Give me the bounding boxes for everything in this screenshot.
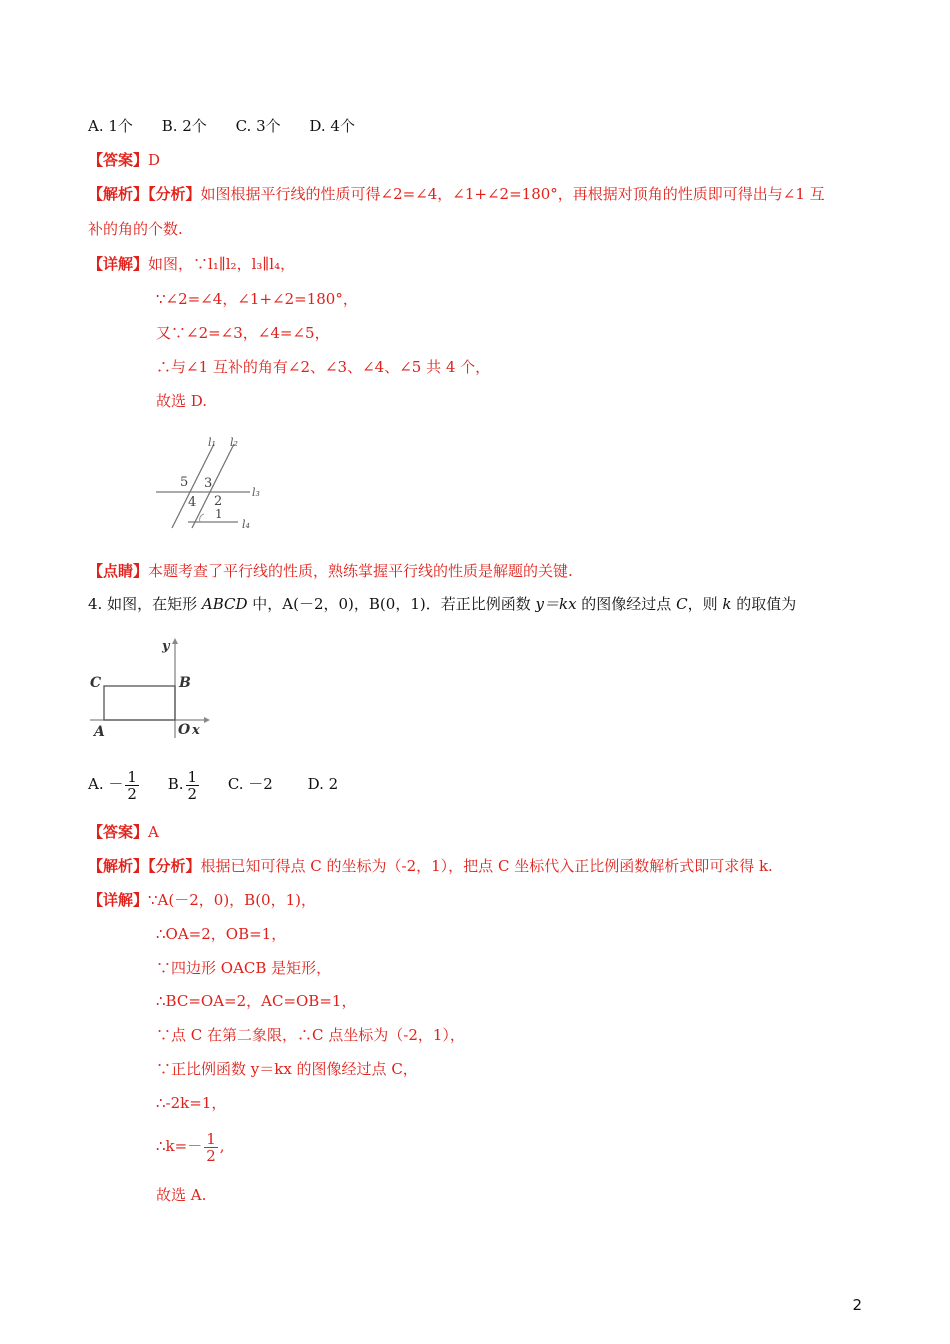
fraction-numerator: 1 (127, 767, 137, 786)
label-a: A (94, 724, 105, 740)
rectangle-acbd (104, 686, 175, 720)
q4-detail-first-text: ∵A(－2，0)，B(0，1)， (148, 891, 316, 909)
parallel-lines-figure (150, 434, 270, 534)
q3-detail-first (88, 254, 295, 274)
q3-detail-line: 故选 D. (156, 392, 208, 410)
label-l4: l₄ (242, 518, 250, 531)
q4-stem-mid: 中， (247, 595, 283, 613)
label-b: B (179, 675, 191, 691)
q4-option-c: C. －2 (227, 775, 273, 793)
fraction-numerator: 1 (187, 767, 198, 786)
q4-stem-k: k (722, 595, 732, 613)
q4-option-d: D. 2 (307, 775, 339, 793)
q3-detail-line: ∵∠2=∠4，∠1+∠2=180°， (156, 290, 358, 308)
q4-detail-line: ∵四边形 OACB 是矩形， (156, 959, 332, 977)
line-l2 (192, 444, 234, 528)
q4-option-a (88, 767, 146, 803)
q3-comment-text: 本题考查了平行线的性质，熟练掌握平行线的性质是解题的关键. (148, 562, 573, 580)
q3-options (88, 116, 379, 136)
fraction-denominator: 2 (187, 784, 198, 803)
q3-answer (88, 150, 160, 170)
q4-k-value (156, 1126, 225, 1166)
q4-stem-b: B(0，1)．若正比例函数 (368, 595, 536, 613)
label-o: O (178, 722, 191, 738)
x-axis-arrow (204, 717, 210, 723)
q4-option-b-prefix: B. (167, 775, 184, 793)
q4-analysis-text: 根据已知可得点 C 的坐标为（-2，1），把点 C 坐标代入正比例函数解析式即可求得 k. (200, 857, 773, 875)
q4-detail-line: ∵正比例函数 y＝kx 的图像经过点 C， (156, 1060, 418, 1078)
q4-answer-value: A (148, 823, 159, 841)
label-l2: l₂ (230, 436, 238, 449)
q4-stem-c: C (676, 595, 688, 613)
q4-detail-line: ∴BC=OA=2，AC=OB=1， (156, 992, 357, 1010)
angle-5-label: 5 (180, 475, 189, 490)
q4-detail-line: ∴-2k=1， (156, 1094, 227, 1112)
label-y: y (162, 639, 170, 654)
q3-option-c: C. 3个 (235, 117, 281, 135)
q3-analysis-line1 (88, 184, 825, 204)
q4-stem-end: ，则 (687, 595, 723, 613)
q3-comment (88, 561, 573, 581)
q4-options (88, 764, 338, 804)
rectangle-figure (86, 634, 216, 744)
q3-answer-value: D (148, 151, 161, 169)
q4-answer-tag: 【答案】 (88, 823, 149, 841)
q3-option-b: B. 2个 (161, 117, 207, 135)
q4-analysis-tag: 【解析】【分析】 (88, 857, 201, 875)
label-l1: l₁ (208, 436, 216, 449)
fraction-half (186, 769, 200, 802)
page-number: 2 (852, 1296, 862, 1314)
q4-stem-tail: 的图像经过点 (576, 595, 677, 613)
q4-stem-rect: ABCD (201, 595, 248, 613)
q4-detail-first (88, 890, 316, 910)
q4-stem-func: y＝kx (535, 595, 577, 613)
fraction-half (125, 769, 139, 802)
fraction-half (204, 1131, 218, 1164)
q3-detail-tag: 【详解】 (88, 255, 149, 273)
angle-arc (200, 514, 204, 522)
label-l3: l₃ (252, 486, 260, 499)
q3-answer-tag: 【答案】 (88, 151, 149, 169)
q4-answer (88, 822, 159, 842)
q3-analysis-line2: 补的角的个数. (88, 220, 183, 238)
q4-stem-prefix: 4. 如图，在矩形 (88, 595, 202, 613)
q4-final: 故选 A. (156, 1186, 207, 1204)
label-x: x (192, 723, 200, 738)
fraction-denominator: 2 (127, 784, 137, 803)
q4-detail-tag: 【详解】 (88, 891, 149, 909)
q3-detail-first-text: 如图，∵l₁∥l₂，l₃∥l₄， (148, 255, 296, 273)
q3-comment-tag: 【点睛】 (88, 562, 149, 580)
q3-analysis-tag: 【解析】【分析】 (88, 185, 201, 203)
fraction-numerator: 1 (206, 1129, 216, 1148)
q4-option-b (167, 767, 206, 803)
q3-option-a: A. 1个 (88, 117, 133, 135)
angle-4-label: 4 (188, 495, 197, 510)
angle-1-label: 1 (215, 507, 223, 521)
q3-analysis-text1: 如图根据平行线的性质可得∠2=∠4，∠1+∠2=180°，再根据对顶角的性质即可得出与∠1 互 (200, 185, 825, 203)
q4-detail-line: ∴OA=2，OB=1， (156, 925, 287, 943)
q4-stem (88, 594, 796, 614)
fraction-denominator: 2 (206, 1146, 216, 1165)
q4-detail-line: ∵点 C 在第二象限，∴C 点坐标为（-2，1）， (156, 1026, 465, 1044)
q4-k-prefix: ∴k=－ (156, 1137, 203, 1155)
q3-option-d: D. 4个 (309, 117, 355, 135)
q4-stem-a: A(－2，0)， (282, 595, 369, 613)
angle-3-label: 3 (204, 476, 213, 491)
q4-stem-last: 的取值为 (731, 595, 797, 613)
angle-2-label: 2 (214, 494, 223, 509)
q3-detail-line: 又∵∠2=∠3，∠4=∠5， (156, 324, 330, 342)
q3-detail-line: ∴与∠1 互补的角有∠2、∠3、∠4、∠5 共 4 个， (156, 358, 491, 376)
q4-option-a-prefix: A. － (88, 775, 124, 793)
q4-analysis (88, 856, 773, 876)
y-axis-arrow (172, 638, 178, 644)
q4-k-suffix: , (219, 1137, 225, 1155)
label-c: C (90, 675, 102, 691)
